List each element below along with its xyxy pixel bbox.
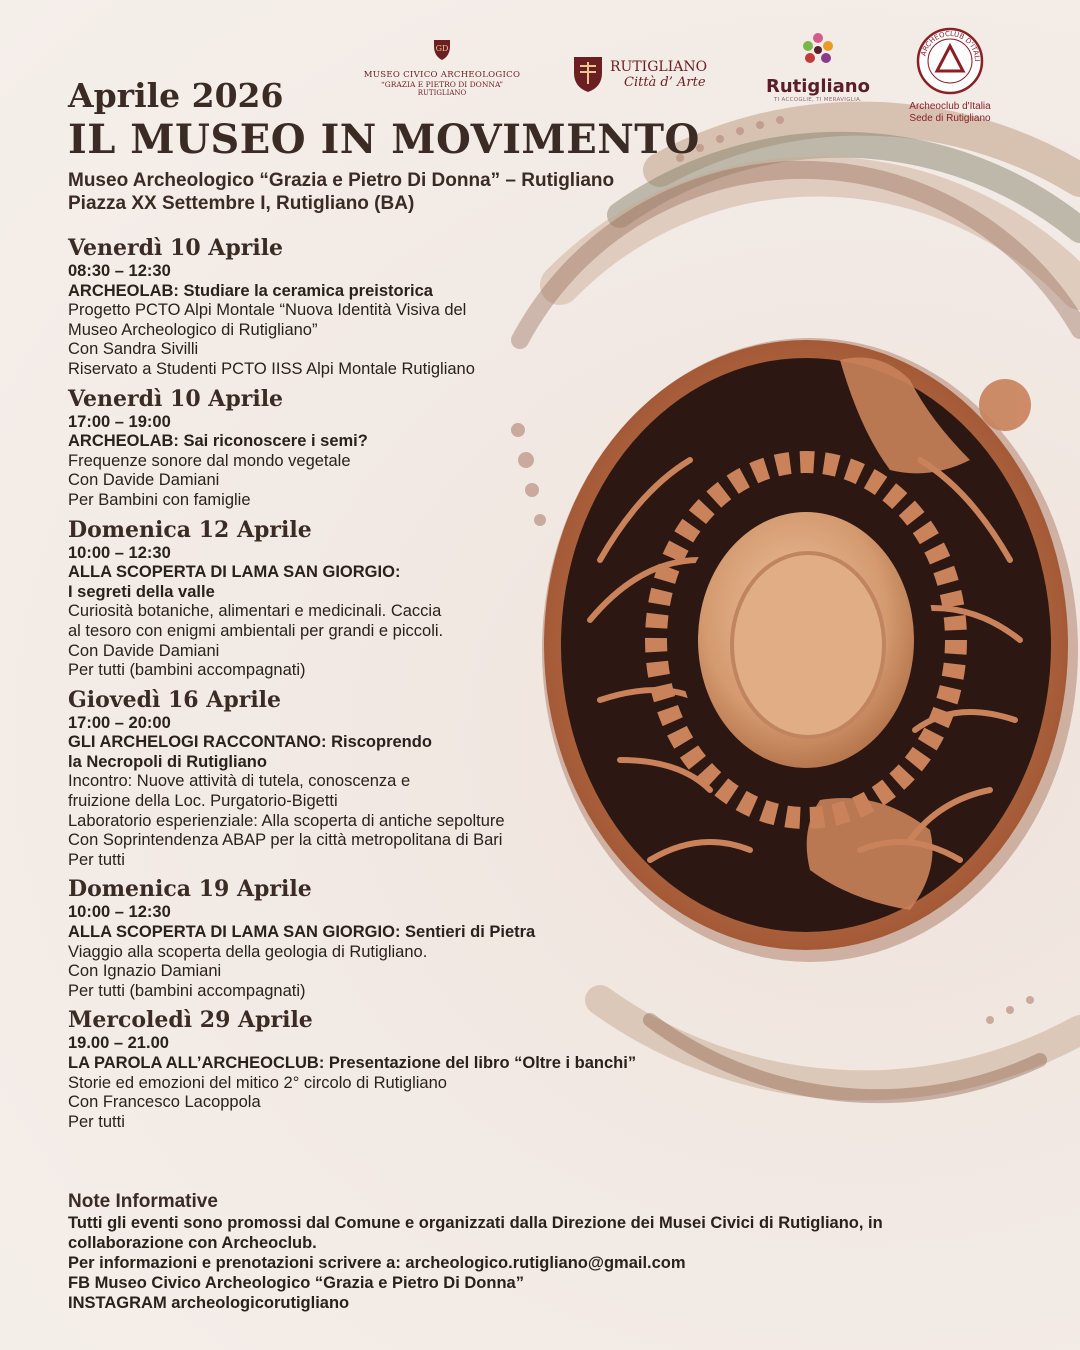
event-item [68, 875, 758, 1001]
page-title: IL MUSEO IN MOVIMENTO [68, 116, 700, 163]
archeoclub-caption-1: Archeoclub d'Italia [909, 101, 991, 112]
notes-line: INSTAGRAM archeologicorutigliano [68, 1294, 350, 1312]
event-detail: Per tutti (bambini accompagnati) [68, 661, 306, 680]
event-item [68, 686, 758, 871]
museo-logo-line3: RUTIGLIANO [417, 89, 467, 97]
museo-logo-line1: MUSEO CIVICO ARCHEOLOGICO [363, 70, 521, 80]
event-detail: Con Ignazio Damiani [68, 962, 222, 981]
event-detail: Per tutti (bambini accompagnati) [68, 981, 306, 1000]
notes-line: Tutti gli eventi sono promossi dal Comune e organizzati dalla Direzione dei Musei Civici di Rutigliano, in [68, 1214, 883, 1232]
event-detail: Con Davide Damiani [68, 641, 220, 660]
event-detail: Riservato a Studenti PCTO IISS Alpi Montale Rutigliano [68, 359, 475, 378]
event-item [68, 516, 758, 681]
rutigliano-citta-arte-logo [572, 54, 712, 100]
archeoclub-seal-icon [915, 26, 985, 96]
event-detail: Con Francesco Lacoppola [68, 1093, 261, 1112]
event-date: Venerdì 10 Aprile [68, 235, 284, 261]
event-detail: Con Sandra Sivilli [68, 340, 199, 359]
event-detail: Storie ed emozioni del mitico 2° circolo di Rutigliano [68, 1073, 447, 1092]
event-detail: Con Soprintendenza ABAP per la città metropolitana di Bari [68, 831, 503, 850]
notes-line: Per informazioni e prenotazioni scrivere a: archeologico.rutigliano@gmail.com [68, 1254, 686, 1272]
event-detail: Con Davide Damiani [68, 471, 220, 490]
event-detail: Museo Archeologico di Rutigliano” [68, 320, 318, 339]
event-time: 08:30 – 12:30 [68, 262, 171, 280]
event-item [68, 385, 758, 511]
event-title: la Necropoli di Rutigliano [68, 752, 267, 771]
event-item [68, 1006, 758, 1132]
address-line: Piazza XX Settembre I, Rutigliano (BA) [68, 193, 415, 214]
venue-line: Museo Archeologico “Grazia e Pietro Di Donna” – Rutigliano [68, 170, 615, 191]
event-detail: al tesoro con enigmi ambientali per grandi e piccoli. [68, 621, 444, 640]
event-item [68, 234, 758, 380]
museo-civico-logo [360, 36, 524, 97]
event-time: 10:00 – 12:30 [68, 543, 171, 562]
event-date: Domenica 19 Aprile [68, 876, 312, 903]
month-heading: Aprile 2026 [68, 76, 284, 115]
event-title: ALLA SCOPERTA DI LAMA SAN GIORGIO: Sentieri di Pietra [68, 923, 536, 942]
event-title: GLI ARCHELOGI RACCONTANO: Riscoprendo [68, 733, 432, 752]
event-time: 19.00 – 21.00 [68, 1034, 169, 1053]
event-title: ARCHEOLAB: Sai riconoscere i semi? [68, 432, 368, 451]
city-logo-sub: Città d’ Arte [624, 75, 706, 90]
rutigliano-logo-tagline: TI ACCOGLIE, TI MERAVIGLIA. [773, 97, 863, 103]
archeoclub-ring-text: ARCHEOCLUB D'ITALI [919, 29, 982, 62]
rutigliano-logo-word: Rutigliano [765, 76, 870, 97]
event-time: 10:00 – 12:30 [68, 903, 171, 922]
event-date: Mercoledì 29 Aprile [68, 1007, 313, 1034]
event-detail: Per Bambini con famiglie [68, 490, 251, 509]
archeoclub-caption-2: Sede di Rutigliano [909, 113, 991, 124]
event-date: Domenica 12 Aprile [68, 516, 312, 543]
event-title: I segreti della valle [68, 582, 215, 601]
city-logo-name: RUTIGLIANO [610, 59, 708, 75]
event-time: 17:00 – 19:00 [68, 412, 171, 431]
archeoclub-logo [900, 26, 1000, 124]
museo-emblem-icon [429, 36, 455, 62]
event-detail: Viaggio alla scoperta della geologia di Rutigliano. [68, 942, 428, 961]
event-time: 17:00 – 20:00 [68, 713, 171, 732]
event-detail: Frequenze sonore dal mondo vegetale [68, 451, 351, 470]
notes-line: FB Museo Civico Archeologico “Grazia e Pietro Di Donna” [68, 1274, 524, 1292]
event-detail: Per tutti [68, 850, 125, 869]
event-detail: Laboratorio esperienziale: Alla scoperta di antiche sepolture [68, 811, 505, 830]
event-title: ALLA SCOPERTA DI LAMA SAN GIORGIO: [68, 563, 401, 582]
rutigliano-flower-icon [796, 30, 840, 70]
event-title: ARCHEOLAB: Studiare la ceramica preistorica [68, 281, 433, 300]
museo-logo-line2: “GRAZIA E PIETRO DI DONNA” [380, 80, 504, 89]
events-list [68, 234, 758, 1137]
event-detail: fruizione della Loc. Purgatorio-Bigetti [68, 792, 338, 811]
notes-line: collaborazione con Archeoclub. [68, 1234, 317, 1252]
event-detail: Incontro: Nuove attività di tutela, conoscenza e [68, 772, 411, 791]
venue-address [68, 169, 614, 215]
event-date: Giovedì 16 Aprile [68, 686, 282, 713]
notes-heading: Note Informative [68, 1191, 218, 1212]
event-detail: Per tutti [68, 1112, 125, 1131]
svg-text:GD: GD [435, 44, 449, 53]
rutigliano-logo [760, 30, 876, 103]
event-detail: Curiosità botaniche, alimentari e medicinali. Caccia [68, 602, 442, 621]
notes-section [68, 1190, 1028, 1313]
event-date: Venerdì 10 Aprile [68, 385, 284, 412]
event-title: LA PAROLA ALL’ARCHEOCLUB: Presentazione del libro “Oltre i banchi” [68, 1054, 637, 1072]
event-detail: Progetto PCTO Alpi Montale “Nuova Identità Visiva del [68, 301, 467, 320]
city-shield-icon [572, 54, 604, 94]
